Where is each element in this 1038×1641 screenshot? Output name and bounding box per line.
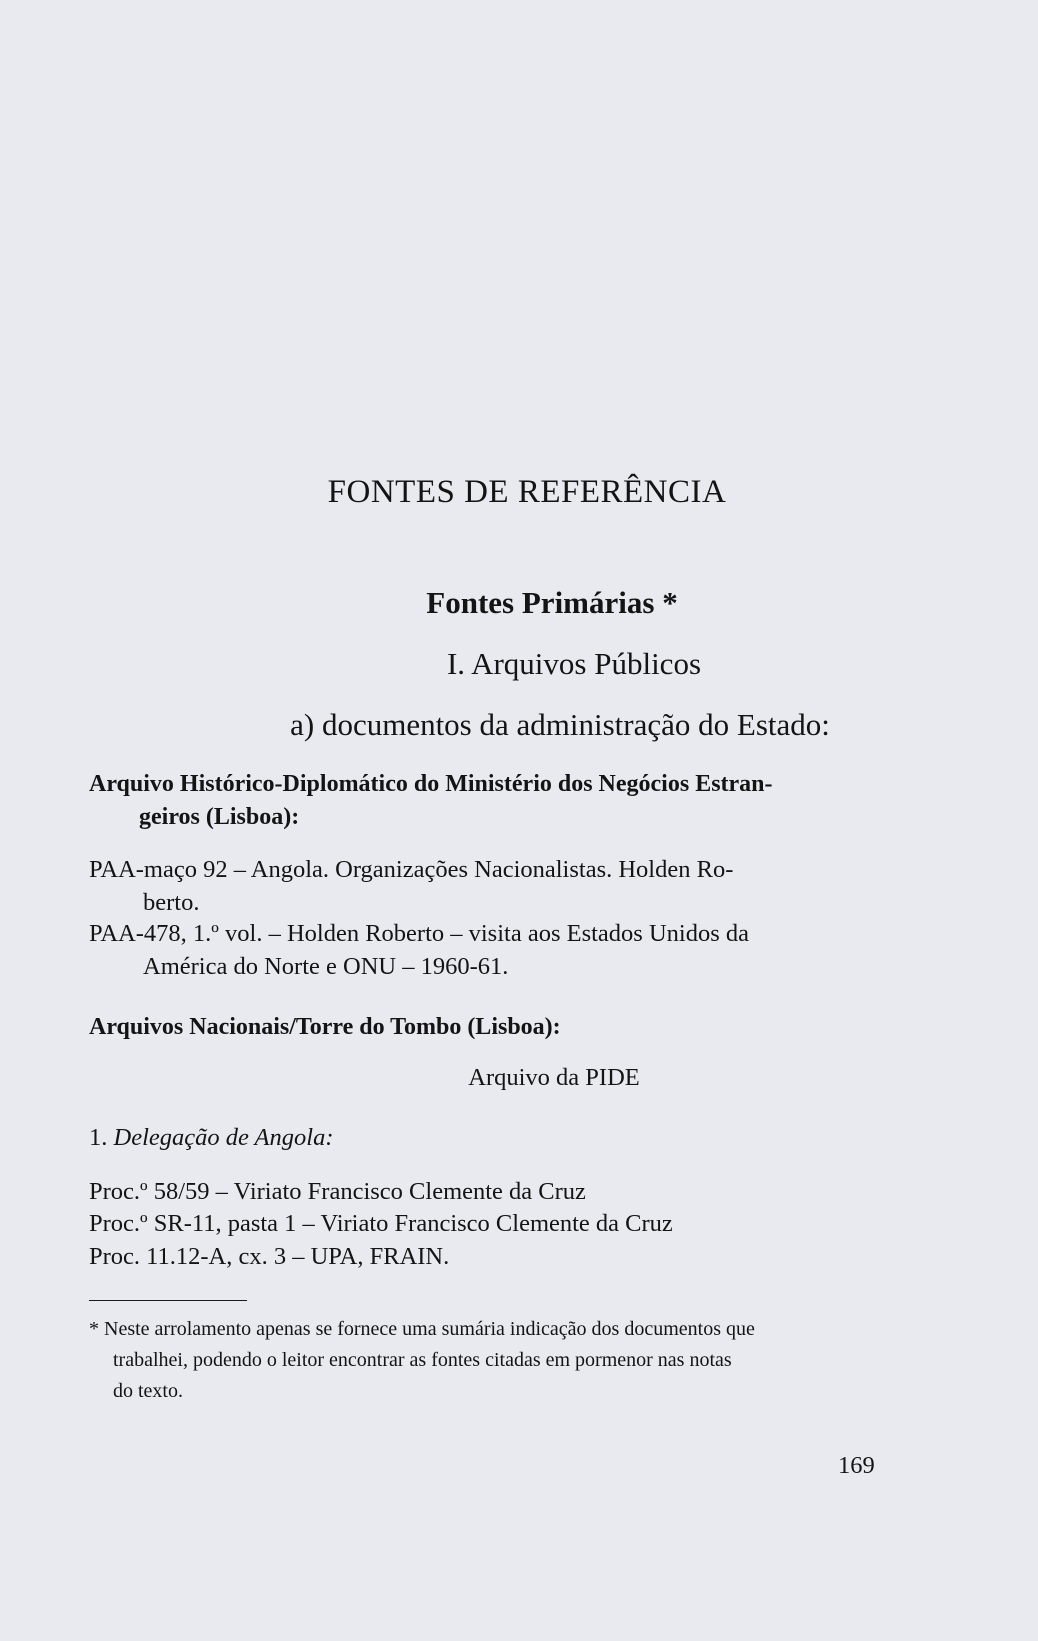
- list-item: Proc.º 58/59 – Viriato Francisco Clemente da Cruz: [89, 1178, 586, 1205]
- list-item: Proc. 11.12-A, cx. 3 – UPA, FRAIN.: [89, 1243, 450, 1270]
- entry-line-continued: América do Norte e ONU – 1960-61.: [143, 953, 509, 980]
- list-item: [89, 917, 887, 983]
- delegation-number: 1.: [89, 1124, 108, 1151]
- archive-heading-ahd: [89, 768, 887, 834]
- entry-line-continued: berto.: [143, 889, 200, 916]
- subsection-heading: a) documentos da administração do Estado:: [290, 707, 830, 742]
- section-heading: I. Arquivos Públicos: [446, 646, 702, 681]
- footnote-line: do texto.: [113, 1380, 183, 1402]
- list-item: [89, 853, 887, 919]
- section-subtitle: Fontes Primárias *: [426, 585, 678, 620]
- page-title: FONTES DE REFERÊNCIA: [327, 474, 727, 510]
- archive-subheading: Arquivo da PIDE: [468, 1064, 640, 1091]
- entry-line: PAA-maço 92 – Angola. Organizações Nacionalistas. Holden Ro-: [89, 856, 734, 883]
- list-item: Proc.º SR-11, pasta 1 – Viriato Francisco Clemente da Cruz: [89, 1210, 673, 1237]
- footnote: [89, 1314, 887, 1407]
- footnote-divider: [89, 1300, 247, 1301]
- footnote-line: trabalhei, podendo o leitor encontrar as fontes citadas em pormenor nas notas: [113, 1349, 732, 1371]
- delegation-label: Delegação de Angola:: [113, 1124, 334, 1151]
- delegation-heading: [89, 1121, 887, 1154]
- footnote-line: * Neste arrolamento apenas se fornece uma sumária indicação dos documentos que: [89, 1318, 755, 1340]
- entry-line: PAA-478, 1.º vol. – Holden Roberto – visita aos Estados Unidos da: [89, 920, 749, 947]
- page-number: 169: [838, 1452, 875, 1479]
- archive-heading-tt: Arquivos Nacionais/Torre do Tombo (Lisboa):: [89, 1014, 561, 1040]
- archive-heading-ahd-line1: Arquivo Histórico-Diplomático do Ministério dos Negócios Estran-: [89, 771, 773, 797]
- archive-heading-ahd-line2: geiros (Lisboa):: [139, 804, 300, 830]
